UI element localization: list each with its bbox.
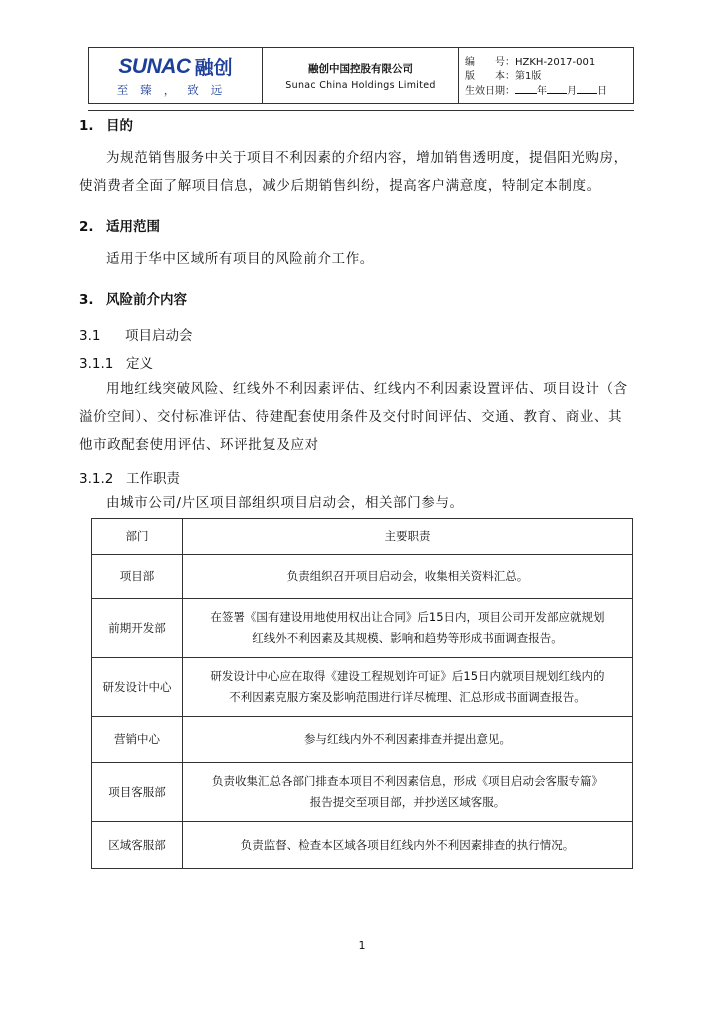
section-3-1-1-heading: 3.1.1 定义 [79, 356, 153, 372]
section-1-para-line2: 使消费者全面了解项目信息，减少后期销售纠纷，提高客户满意度，特制定本制度。 [79, 178, 601, 194]
day-blank [577, 84, 597, 94]
section-3-1-1-para-line3: 他市政配套使用评估、环评批复及应对 [79, 437, 319, 453]
duty-cell: 负责组织召开项目启动会，收集相关资料汇总。 [183, 555, 633, 599]
section-3-1-1-para-line1: 用地红线突破风险、红线外不利因素评估、红线内不利因素设置评估、项目设计（含 [106, 381, 628, 397]
document-header [88, 47, 634, 104]
table-row [92, 658, 633, 717]
duty-table [91, 518, 633, 869]
dept-cell: 研发设计中心 [92, 658, 183, 717]
dept-cell: 营销中心 [92, 717, 183, 763]
duty-cell: 参与红线内外不利因素排查并提出意见。 [183, 717, 633, 763]
table-row [92, 822, 633, 869]
section-3-1-1-para-line2: 溢价空间）、交付标准评估、待建配套使用条件及交付时间评估、交通、教育、商业、其 [79, 409, 623, 425]
year-blank [515, 84, 537, 94]
logo-slogan: 至臻，致远 [116, 83, 235, 97]
section-2-para: 适用于华中区域所有项目的风险前介工作。 [106, 251, 374, 267]
company-name-en: Sunac China Holdings Limited [285, 79, 436, 91]
duty-cell: 在签署《国有建设用地使用权出让合同》后15日内，项目公司开发部应就规划 红线外不利因素及其规模、影响和趋势等形成书面调查报告。 [183, 599, 633, 658]
dept-cell: 前期开发部 [92, 599, 183, 658]
table-header-dept: 部门 [92, 519, 183, 555]
dept-cell: 项目客服部 [92, 763, 183, 822]
table-row [92, 763, 633, 822]
company-block [263, 48, 459, 103]
section-3-1-heading: 3.1 项目启动会 [79, 328, 193, 344]
duty-cell: 负责收集汇总各部门排查本项目不利因素信息，形成《项目启动会客服专篇》 报告提交至项目部，并抄送区域客服。 [183, 763, 633, 822]
table-row [92, 555, 633, 599]
duty-cell: 研发设计中心应在取得《建设工程规划许可证》后15日内就项目规划红线内的 不利因素克服方案及影响范围进行详尽梳理、汇总形成书面调查报告。 [183, 658, 633, 717]
header-rule [88, 110, 634, 111]
logo-en: SUNAC [118, 54, 191, 78]
table-header-duty: 主要职责 [183, 519, 633, 555]
document-meta [459, 48, 633, 103]
section-3-1-2-heading: 3.1.2 工作职责 [79, 471, 180, 487]
duty-cell: 负责监督、检查本区域各项目红线内外不利因素排查的执行情况。 [183, 822, 633, 869]
doc-code: 编 号：HZKH-2017-001 [465, 57, 596, 68]
table-row [92, 599, 633, 658]
company-name-cn: 融创中国控股有限公司 [308, 62, 413, 75]
page-number: 1 [358, 939, 366, 952]
logo-cn: 融创 [194, 57, 233, 79]
section-2-heading: 2. 适用范围 [79, 219, 160, 235]
section-3-1-2-para: 由城市公司/片区项目部组织项目启动会，相关部门参与。 [106, 495, 464, 511]
section-3-heading: 3. 风险前介内容 [79, 292, 187, 308]
doc-effective-date: 生效日期： 年 月 日 [465, 86, 607, 97]
table-row [92, 717, 633, 763]
section-1-para-line1: 为规范销售服务中关于项目不利因素的介绍内容，增加销售透明度，提倡阳光购房， [106, 150, 628, 166]
dept-cell: 项目部 [92, 555, 183, 599]
month-blank [547, 84, 567, 94]
section-1-heading: 1. 目的 [79, 118, 133, 134]
logo [118, 53, 232, 80]
doc-version: 版 本：第1版 [465, 71, 542, 82]
table-header-row [92, 519, 633, 555]
dept-cell: 区域客服部 [92, 822, 183, 869]
logo-block [89, 48, 263, 103]
